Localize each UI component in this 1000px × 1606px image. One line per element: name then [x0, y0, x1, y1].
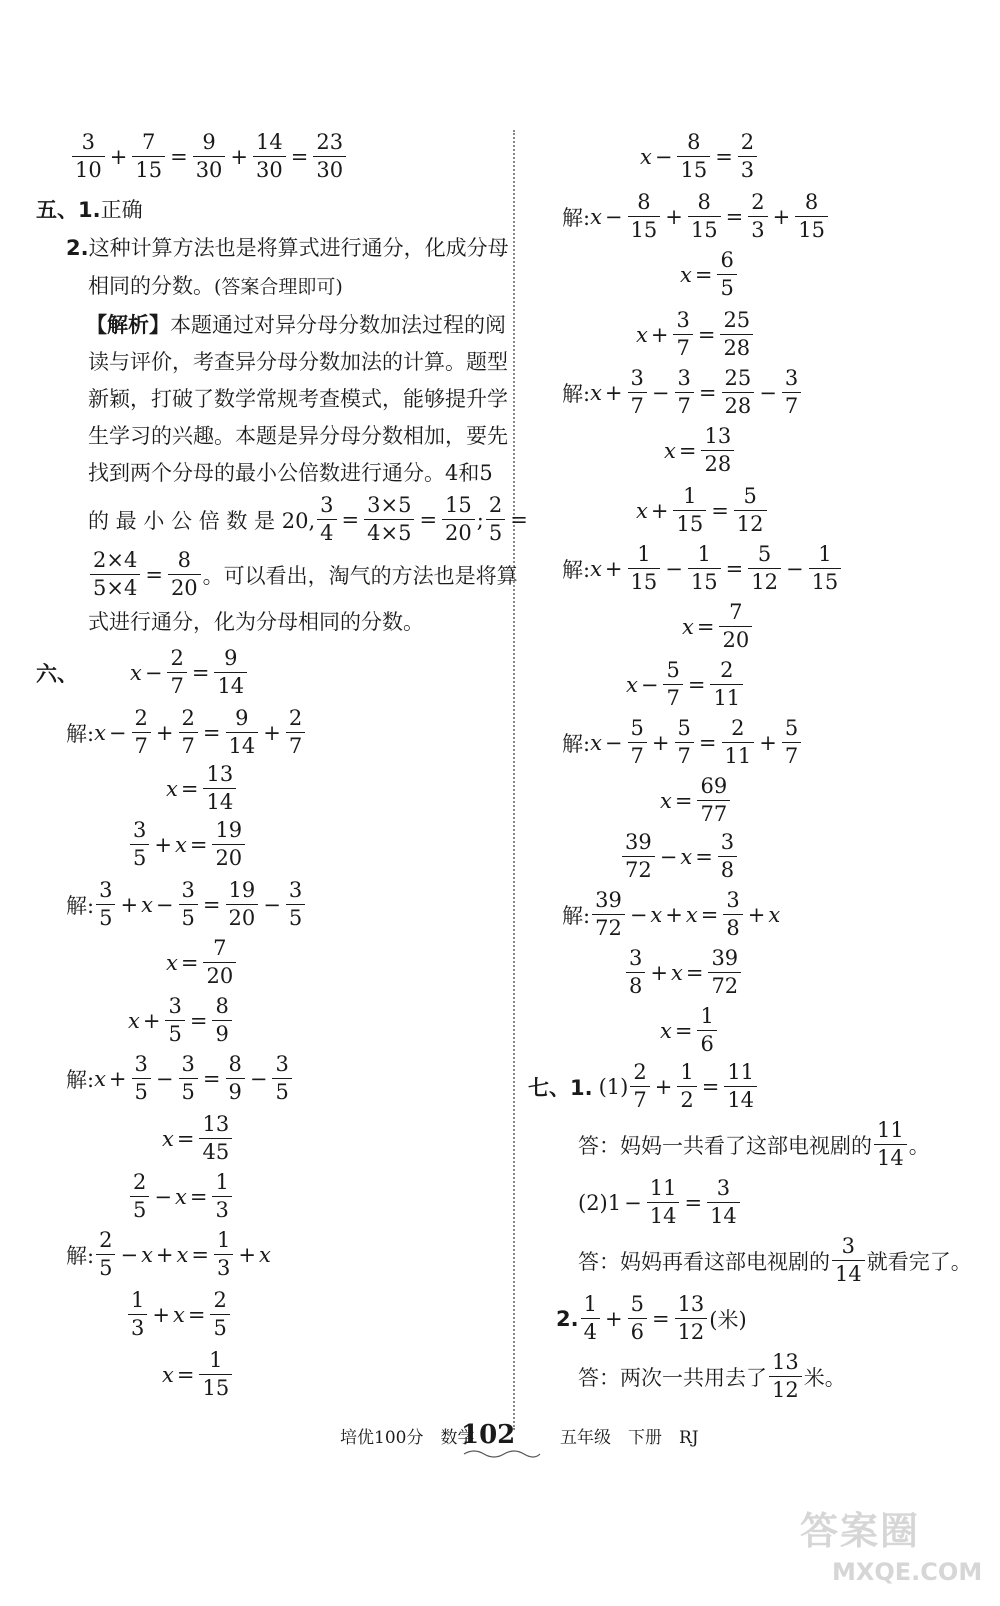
- equation-top: $\frac{3}{10}$ + $\frac{7}{15}$ = $\frac{9}{30}$ + $\frac{14}{30}$ = $\frac{23}{30}$: [70, 132, 348, 181]
- footer-right: 五年级 下册 RJ: [560, 1428, 699, 1448]
- answer-3: 答：两次一共用去了 $\frac{13}{12}$ 米。: [578, 1350, 846, 1402]
- q5-1: 五、1.正确: [36, 198, 143, 222]
- page-number: 102: [461, 1420, 516, 1450]
- eq6-3-result: x = $\frac{13}{45}$: [162, 1114, 234, 1163]
- eq6-2: $\frac{3}{5}$ + x = $\frac{19}{20}$: [128, 820, 247, 869]
- answer-2: 答：妈妈再看这部电视剧的 $\frac{3}{14}$ 就看完了。: [578, 1234, 972, 1286]
- eq6-7-solve: 解: x + $\frac{1}{15}$ − $\frac{1}{15}$ = $\frac{5}{12}$ − $\frac{1}{15}$: [562, 544, 843, 593]
- analysis-line4: 生学习的兴趣。本题是异分母分数相加，要先: [88, 424, 508, 448]
- eq6-5: x − $\frac{8}{15}$ = $\frac{2}{3}$: [640, 132, 759, 181]
- analysis-line5: 找到两个分母的最小公倍数进行通分。4和5: [88, 461, 493, 485]
- eq6-8: x − $\frac{5}{7}$ = $\frac{2}{11}$: [626, 660, 745, 709]
- analysis-line3: 新颖，打破了数学常规考查模式，能够提升学: [88, 387, 508, 411]
- watermark-logo: 答案圈: [800, 1509, 921, 1553]
- q7-1-2: (2)1 − $\frac{11}{14}$ = $\frac{3}{14}$: [578, 1178, 742, 1227]
- eq6-6-result: x = $\frac{13}{28}$: [664, 426, 736, 475]
- eq6-9-result: x = $\frac{1}{6}$: [660, 1006, 719, 1055]
- eq6-9-solve: 解: $\frac{39}{72}$ − x + x = $\frac{3}{8}$ + x: [562, 888, 781, 940]
- eq6-4-step: $\frac{1}{3}$ + x = $\frac{2}{5}$: [126, 1290, 232, 1339]
- eq6-5-result: x = $\frac{6}{5}$: [680, 250, 739, 299]
- eq6-3: x + $\frac{3}{5}$ = $\frac{8}{9}$: [128, 996, 234, 1045]
- column-divider: [513, 130, 515, 1430]
- q7-1-1: 七、1. (1) $\frac{2}{7}$ + $\frac{1}{2}$ = $\frac{11}{14}$: [528, 1062, 759, 1111]
- q7-2: 2. $\frac{1}{4}$ + $\frac{5}{6}$ = $\frac{13}{12}$ (米): [556, 1292, 747, 1344]
- q5-2-line2: 相同的分数。(答案合理即可): [88, 274, 343, 298]
- eq6-1-result: x = $\frac{13}{14}$: [166, 764, 238, 813]
- eq6-5-solve: 解: x − $\frac{8}{15}$ + $\frac{8}{15}$ = $\frac{2}{3}$ + $\frac{8}{15}$: [562, 192, 830, 241]
- answer-1: 答：妈妈一共看了这部电视剧的 $\frac{11}{14}$ 。: [578, 1118, 930, 1170]
- analysis-line7: $\frac{2\times 4}{5\times 4}$ = $\frac{8}{20}$ 。可以看出，淘气的方法也是将算: [88, 550, 518, 599]
- watermark-url: MXQE.COM: [832, 1558, 983, 1586]
- eq6-4: $\frac{2}{5}$ − x = $\frac{1}{3}$: [128, 1172, 234, 1221]
- eq6-6-solve: 解: x + $\frac{3}{7}$ − $\frac{3}{7}$ = $\frac{25}{28}$ − $\frac{3}{7}$: [562, 368, 803, 417]
- eq6-1: x − $\frac{2}{7}$ = $\frac{9}{14}$: [130, 648, 249, 697]
- eq6-7-result: x = $\frac{7}{20}$: [682, 602, 754, 651]
- q5-2-line1: 2.这种计算方法也是将算式进行通分，化成分母: [66, 236, 509, 260]
- eq6-1-solve: 解: x − $\frac{2}{7}$ + $\frac{2}{7}$ = $\frac{9}{14}$ + $\frac{2}{7}$: [66, 708, 307, 757]
- analysis-line6: 的 最 小 公 倍 数 是 20, $\frac{3}{4}$ = $\frac{3\times 5}{4\times 5}$ = $\frac{15}{20}$ ; $\frac{2}{5}$ =: [88, 493, 528, 545]
- analysis-line8: 式进行通分，化为分母相同的分数。: [88, 610, 424, 634]
- eq6-7: x + $\frac{1}{15}$ = $\frac{5}{12}$: [636, 486, 769, 535]
- footer-left: 培优100分 数学: [340, 1428, 475, 1448]
- sec6-label: 六、: [36, 662, 78, 686]
- eq6-6: x + $\frac{3}{7}$ = $\frac{25}{28}$: [636, 310, 755, 359]
- eq6-4-solve: 解: $\frac{2}{5}$ − x + x = $\frac{1}{3}$ + x: [66, 1228, 271, 1280]
- eq6-8-solve: 解: x − $\frac{5}{7}$ + $\frac{5}{7}$ = $\frac{2}{11}$ + $\frac{5}{7}$: [562, 718, 803, 767]
- analysis-line2: 读与评价，考查异分母分数加法的计算。题型: [88, 350, 508, 374]
- eq6-2-solve: 解: $\frac{3}{5}$ + x − $\frac{3}{5}$ = $\frac{19}{20}$ − $\frac{3}{5}$: [66, 880, 307, 929]
- wave-ornament: [462, 1448, 542, 1460]
- eq6-8-result: x = $\frac{69}{77}$: [660, 776, 732, 825]
- eq6-4-result: x = $\frac{1}{15}$: [162, 1350, 234, 1399]
- eq6-2-result: x = $\frac{7}{20}$: [166, 938, 238, 987]
- eq6-3-solve: 解: x + $\frac{3}{5}$ − $\frac{3}{5}$ = $\frac{8}{9}$ − $\frac{3}{5}$: [66, 1054, 294, 1103]
- eq6-9-step: $\frac{3}{8}$ + x = $\frac{39}{72}$: [624, 948, 743, 997]
- eq6-9: $\frac{39}{72}$ − x = $\frac{3}{8}$: [620, 832, 739, 881]
- analysis-line1: 【解析】本题通过对异分母分数加法过程的阅: [86, 313, 506, 337]
